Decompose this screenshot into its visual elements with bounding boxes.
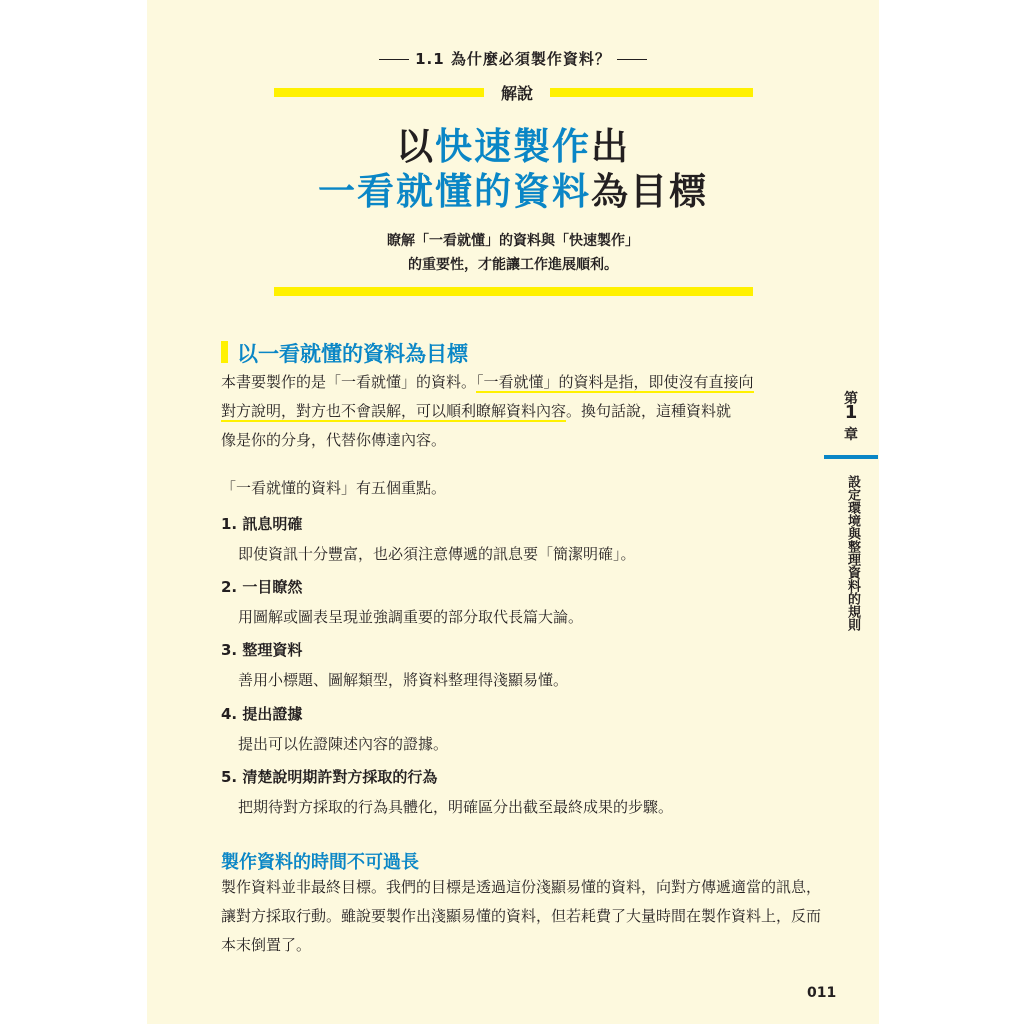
text-run: 。換句話說，這種資料就 bbox=[566, 402, 732, 420]
point-description: 即使資訊十分豐富，也必須注意傳遞的訊息要「簡潔明確」。 bbox=[238, 545, 636, 563]
title-part: 以 bbox=[396, 125, 435, 168]
point-heading: 3. 整理資料 bbox=[221, 641, 303, 659]
page-number: 011 bbox=[807, 985, 837, 1001]
chapter-suffix: 章 bbox=[844, 427, 858, 443]
dash-right bbox=[617, 59, 647, 60]
point-heading: 4. 提出證據 bbox=[221, 705, 303, 723]
point-item bbox=[221, 702, 821, 756]
point-heading: 1. 訊息明確 bbox=[221, 515, 303, 533]
text-run: 像是你的分身，代替你傳達內容。 bbox=[221, 431, 447, 449]
point-item bbox=[221, 765, 821, 819]
page-title-line1 bbox=[147, 125, 879, 169]
title-highlight: 一看就懂的資料 bbox=[318, 170, 591, 213]
section-label bbox=[147, 48, 879, 69]
point-heading: 2. 一目瞭然 bbox=[221, 578, 303, 596]
title-part: 出 bbox=[591, 125, 630, 168]
time-paragraph: 製作資料並非最終目標。我們的目標是透過這份淺顯易懂的資料，向對方傳遞適當的訊息，讓對方採取行動。雖說要製作出淺顯易懂的資料，但若耗費了大量時間在製作資料上，反而本末倒置了。 bbox=[221, 878, 822, 954]
book-page bbox=[147, 0, 879, 1024]
yellow-band-bottom bbox=[274, 287, 753, 296]
subtitle-line: 瞭解「一看就懂」的資料與「快速製作」 bbox=[387, 233, 639, 249]
intro-paragraph bbox=[221, 368, 821, 455]
page-title-line2 bbox=[147, 170, 879, 214]
five-points-intro: 「一看就懂的資料」有五個重點。 bbox=[221, 479, 447, 497]
title-highlight: 快速製作 bbox=[435, 125, 591, 168]
section-heading-goal: 以一看就懂的資料為目標 bbox=[221, 338, 468, 368]
point-description: 提出可以佐證陳述內容的證據。 bbox=[238, 735, 449, 753]
chapter-number: 1 bbox=[844, 402, 858, 423]
subtitle-line: 的重要性，才能讓工作進展順利。 bbox=[408, 257, 618, 273]
section-heading-time: 製作資料的時間不可過長 bbox=[221, 852, 419, 873]
point-description: 用圖解或圖表呈現並強調重要的部分取代長篇大論。 bbox=[238, 608, 584, 626]
yellow-band-left bbox=[274, 88, 484, 97]
subtitle bbox=[147, 229, 879, 277]
point-item bbox=[221, 512, 821, 566]
section-label-text: 1.1 為什麼必須製作資料？ bbox=[415, 50, 611, 68]
point-description: 善用小標題、圖解類型，將資料整理得淺顯易懂。 bbox=[238, 671, 569, 689]
underlined-text: 對方說明，對方也不會誤解，可以順利瞭解資料內容 bbox=[221, 402, 567, 420]
point-item bbox=[221, 575, 821, 629]
title-part: 為目標 bbox=[591, 170, 708, 213]
yellow-band-right bbox=[550, 88, 753, 97]
point-description: 把期待對方採取的行為具體化，明確區分出截至最終成果的步驟。 bbox=[238, 798, 674, 816]
explanation-label: 解說 bbox=[500, 84, 533, 103]
point-heading: 5. 清楚說明期許對方採取的行為 bbox=[221, 768, 438, 786]
point-item bbox=[221, 638, 821, 692]
underlined-text: 「一看就懂」的資料是指，即使沒有直接向 bbox=[476, 373, 754, 391]
dash-left bbox=[379, 59, 409, 60]
text-run: 本書要製作的是「一看就懂」的資料。 bbox=[221, 373, 477, 391]
chapter-tab-bar bbox=[824, 455, 878, 459]
chapter-title-vertical: 設定環境與整理資料的規則 bbox=[845, 475, 860, 631]
chapter-prefix: 第 bbox=[844, 391, 858, 407]
